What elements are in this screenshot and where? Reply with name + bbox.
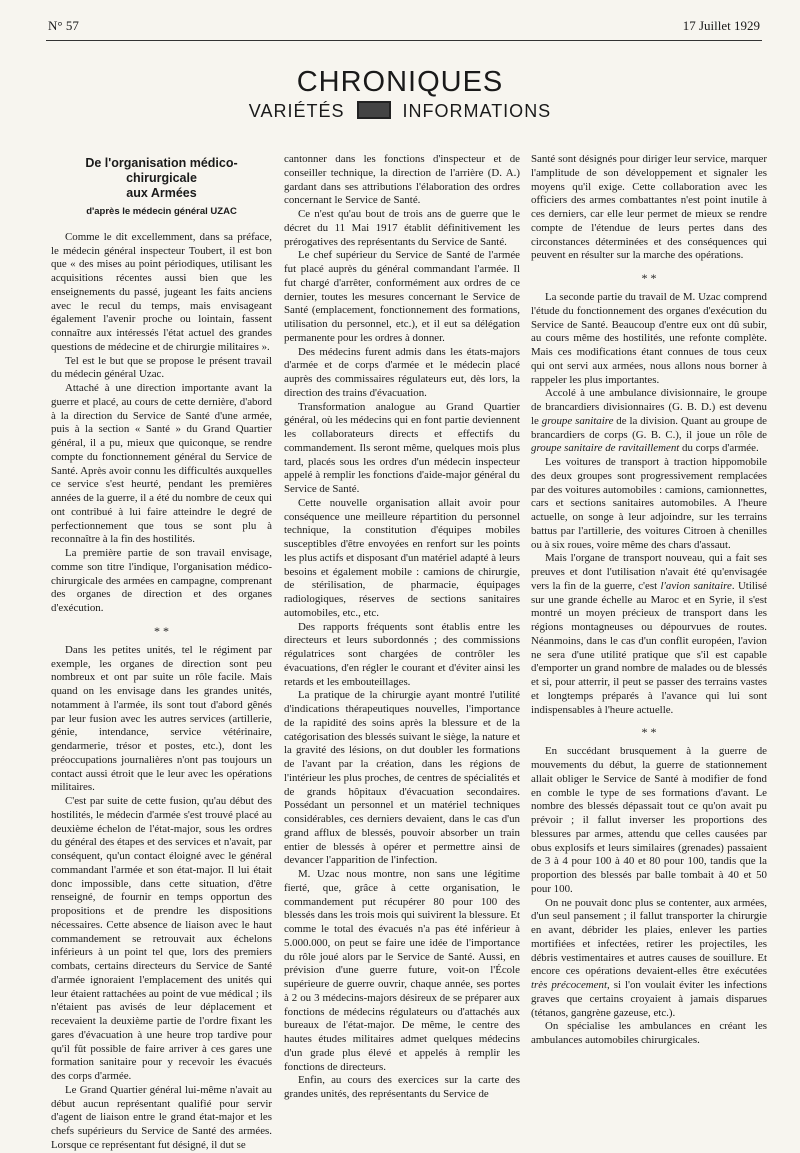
paragraph: Transformation analogue au Grand Quartier général, où les médecins qui en font partie deviennent les collaborateurs directs et effectifs du commandement. Ils seront même, quelques mois plus tard, placés sous les ordres d'un médecin inspecteur appelé à remplir les fonctions d'aide-major général du Service de Santé.	[284, 400, 520, 495]
section-separator: * *	[641, 271, 657, 285]
header-rule	[46, 40, 762, 41]
article-title	[51, 156, 272, 201]
paragraph: Le chef supérieur du Service de Santé de l'armée fut placé auprès du général commandant l'armée. Il fut chargé d'arrêter, conformément aux ordres de ce dernier, toutes les mesures concernant le Service de Santé (emplacement, fonctionnement des formations, utilisation du personnel, etc.), et il eut sa délégation permanente pour les ordres à donner.	[284, 249, 520, 344]
paragraph	[531, 897, 767, 1021]
paragraph: La seconde partie du travail de M. Uzac comprend l'étude du fonctionnement des organes d'exécution du Service de Santé. Beaucoup d'entre eux ont dû subir, au cours même des hostilités, une refonte complète. Mais ces modifications étant connues de tous ceux qui ont servi aux armées, nous allons nous borner à rappeler les plus importantes.	[531, 291, 767, 386]
ornament-icon	[357, 101, 391, 119]
column-2	[284, 153, 520, 1102]
paragraph: Enfin, au cours des exercices sur la carte des grandes unités, des représentants du Service de	[284, 1074, 520, 1100]
paragraph	[531, 387, 767, 456]
text-run: , si l'on voulait éviter les infections graves que certains croyaient à jamais disparues (tétanos, gangrène gazeuse, etc.).	[531, 979, 767, 1019]
paragraph: Attaché à une direction importante avant la guerre et placé, au cours de cette dernière, d'abord à la direction du Service de Santé d'une armée, puis à la section « Santé » du Grand Quartier général, il a pu, mieux que quiconque, se rendre compte du fonctionnement général du Service de Santé. Après avoir connu les difficultés auxquelles ce service s'est heurté, pendant les premières années de la guerre, il a été du nombre de ceux qui ont contribué à lui faire atteindre le degré de perfectionnement que tous se sont plu à reconnaître à la fin des hostilités.	[51, 382, 272, 546]
running-header	[48, 18, 760, 38]
paragraph: Le Grand Quartier général lui-même n'avait au début aucun représentant qualifié pour servir d'agent de liaison entre le grand état-major et les chefs supérieurs du Service de Santé des armées. Lorsque ce représentant fut désigné, il dut se	[51, 1083, 272, 1151]
emphasis: groupe sanitaire de ravitaillement	[531, 442, 680, 455]
text-run: du corps d'armée.	[679, 442, 759, 455]
emphasis: très précocement	[531, 979, 607, 991]
article-title-line-2: aux Armées	[126, 186, 197, 200]
emphasis: groupe sanitaire	[541, 414, 614, 427]
paragraph: M. Uzac nous montre, non sans une légitime fierté, que, grâce à cette organisation, le commandement put récupérer 80 pour 100 des blessés dans les trois mois qui suivirent la blessure. Et comme le total des évacués n'a pas été inférieur à 5.000.000, on peut se faire une idée de l'importance du rôle joué alors par le Service de Santé. Aussi, en prévision d'une guerre future, voit-on l'École supérieure de guerre ouvrir, chaque année, ses portes à 2 ou 3 médecins-majors désireux de se préparer aux fonctions de médecins régulateurs ou d'attachés aux bureaux de l'état-major. De même, le centre des hautes études militaires admet quelques médecins d'un grade plus élevé et appelés à remplir les fonctions de directeurs.	[284, 868, 520, 1073]
article-title-line-1: De l'organisation médico-chirurgicale	[85, 156, 238, 185]
paragraph: La première partie de son travail envisage, comme son titre l'indique, l'organisation médico-chirurgicale des armées en campagne, comprenant des organes de direction et des organes d'exécution.	[51, 547, 272, 614]
paragraph: On spécialise les ambulances en créant les ambulances automobiles chirurgicales.	[531, 1020, 767, 1046]
column-1	[51, 150, 272, 1153]
issue-date: 17 Juillet 1929	[682, 18, 760, 33]
paragraph: Ce n'est qu'au bout de trois ans de guerre que le décret du 11 Mai 1917 établit définitivement les prérogatives des représentants du Service de Santé.	[284, 208, 520, 248]
paragraph: En succédant brusquement à la guerre de mouvements du début, la guerre de stationnement allait obliger le Service de Santé à modifier de fond en comble le type de ses formations d'avant. Le nombre des blessés dépassait tout ce qu'on avait pu prévoir ; il fallut inverser les proportions des blessures par armes, attendu que celles causées par obus explosifs et leurs similaires (grenades) passaient de 3 à 4 pour 100 à 40 et 80 pour 100, tandis que la proportion des blessés par balle tombait à 40 et 50 pour 100.	[531, 745, 767, 895]
section-separator: * *	[154, 623, 169, 638]
paragraph: Les voitures de transport à traction hippomobile des deux groupes sont progressivement remplacées par des voitures automobiles : camions, camionnettes, cars et sections sanitaires automobiles. A l'heure actuelle, on songe à leur adjoindre, sur les terrains battus par l'artillerie, des voitures Citroen à chenilles ou à six roues, voire même des chars d'assaut.	[531, 456, 767, 551]
masthead-title: CHRONIQUES	[296, 66, 504, 98]
column-3	[531, 153, 767, 1048]
paragraph: C'est par suite de cette fusion, qu'au début des hostilités, le médecin d'armée s'est trouvé placé au deuxième échelon de l'état-major, sous les ordres du général des étapes et des services et n'avait, par conséquent, qu'un contact éloigné avec le général commandant l'armée et son état-major. Il lui était donc impossible, dans cette situation, d'être renseigné, de fournir en temps opportun des propositions et de prendre les dispositions nécessaires. Cette absence de liaison avec le haut commandement se retrouvait aux échelons inférieurs à un point tel que, lors des premiers combats, certains directeurs du Service de Santé d'armée ignoraient l'emplacement des unités qui leur étaient rattachées au point de vue médical ; ils n'étaient pas avisés de leur déplacement et recevaient la deuxième partie de l'ordre fixant les gares d'évacuation à une heure trop tardive pour qu'il fût possible de faire arriver à ces gares une formation sanitaire pour y recevoir les évacués des corps d'armée.	[51, 795, 272, 1082]
text-run: Mais l'organe de transport nouveau, qui a fait ses preuves et dont l'utilisation n'avait été qu'envisagée vers la fin de la guerre, c'est	[531, 552, 767, 592]
paragraph: Santé sont désignés pour diriger leur service, marquer l'amplitude de son développement et signaler les moyens qu'il exige. Cette collaboration avec les officiers des armes combattantes n'est point inutile à ces derniers, car elle leur permet de mieux se rendre compte de l'étendue de leurs pertes dans des circonstances déterminées et des conséquences qui peuvent en résulter sur la marche des opérations.	[531, 153, 767, 262]
paragraph: Tel est le but que se propose le présent travail du médecin général Uzac.	[51, 354, 272, 381]
paragraph: Des médecins furent admis dans les états-majors d'armée et de corps d'armée et le médecin placé auprès des commissaires régulateurs eut, dès lors, la direction des trains d'évacuation.	[284, 345, 520, 399]
article-byline: d'après le médecin général UZAC	[86, 206, 237, 217]
masthead-right-word: INFORMATIONS	[402, 101, 552, 121]
text-run: On ne pouvait donc plus se contenter, aux armées, d'un seul pansement ; il fallut transporter la chirurgie en avant, débrider les plaies, enlever les parties mortifiées et infectées, retirer les projectiles, les débris vestimentaires et autres causes de souillure. Et encore ces opérations devaient-elles être exécutées	[531, 896, 767, 978]
masthead-left-word: VARIÉTÉS	[248, 101, 345, 121]
paragraph: Cette nouvelle organisation allait avoir pour conséquence une meilleure répartition du personnel technique, la constitution d'équipes mobiles susceptibles d'être envoyées en renfort sur les points les plus actifs et disposant d'un matériel adapté à leurs besoins et également mobile : camions de chirurgie, de stérilisation, de pharmacie, équipages radiologiques, réserves de sections sanitaires automobiles, etc., etc.	[284, 496, 520, 619]
text-run: de la division. Quant au groupe de brancardiers de corps (G. B. C.), il joue un rôle de	[531, 414, 767, 441]
paragraph: cantonner dans les fonctions d'inspecteur et de conseiller technique, la direction de l'arrière (D. A.) gardant dans ses attributions l'élaboration des ordres concernant le Service de Santé.	[284, 153, 520, 207]
text-run: . Utilisé sur une grande échelle au Maroc et en Syrie, il s'est montré un moyen précieux de transport dans les régions montagneuses ou dépourvues de routes. Néanmoins, dans le cas d'un conflit européen, l'avion ne sera d'une utilité pratique que s'il est capable d'emporter un grand nombre de malades ou de blessés et si, pour atterrir, il peut se passer des terrains vastes et longtemps préparés à l'avance qui lui sont indispensables à l'heure actuelle.	[531, 579, 767, 716]
masthead-subtitle	[0, 100, 800, 122]
text-run: Accolé à une ambulance divisionnaire, le groupe de brancardiers divisionnaires (G. B. D.) est devenu le	[531, 387, 767, 427]
paragraph: Des rapports fréquents sont établis entre les directeurs et leurs subordonnés ; des commissions régulatrices sont chargées de contrôler les évacuations, d'en régler le courant et d'éviter ainsi les retards et les embouteillages.	[284, 620, 520, 688]
paragraph: Dans les petites unités, tel le régiment par exemple, les organes de direction sont peu nombreux et ont par suite un rôle facile. Mais quand on les envisage dans les grandes unités, notamment à l'armée, ils sont tout d'abord gênés par leur fusion avec les autres services (artillerie, génie, intendance, service vétérinaire, gendarmerie, trésor et postes, etc.), dont les préoccupations journalières n'ont pas toujours un contact aussi étroit que le leur avec les opérations militaires.	[51, 643, 272, 794]
paragraph	[531, 552, 767, 717]
emphasis: l'avion sanitaire	[660, 579, 732, 592]
paragraph: Comme le dit excellemment, dans sa préface, le médecin général inspecteur Toubert, il est bon que « des mises au point périodiques, utilisant les acquisitions récentes aussi bien que les enseignements du passé, jugeant les faits anciens avec le recul du temps, mais envisageant également l'avenir proche ou lointain, fassent connaître aux intéressés l'état actuel des grandes questions de médecine et de chirurgie militaires ».	[51, 230, 272, 353]
issue-number: N° 57	[48, 18, 79, 33]
paragraph: La pratique de la chirurgie ayant montré l'utilité d'indications thérapeutiques nouvelles, l'importance de la rapidité des soins après la blessure et de la catégorisation des blessés suivant le siège, la nature et la gravité des lésions, on dut doubler les formations de l'avant par la création, dans les régions de l'intérieur les plus proches, de centres de spécialités et de grands hôpitaux d'évacuation secondaires. Possédant un personnel et un matériel techniques considérables, ces derniers devaient, dans le cas d'un grand afflux de blessés, pouvoir absorber un train entier de blessés à opérer et permettre ainsi de devancer l'apparition de l'infection.	[284, 689, 520, 867]
masthead	[0, 66, 800, 122]
section-separator: * *	[641, 725, 657, 740]
